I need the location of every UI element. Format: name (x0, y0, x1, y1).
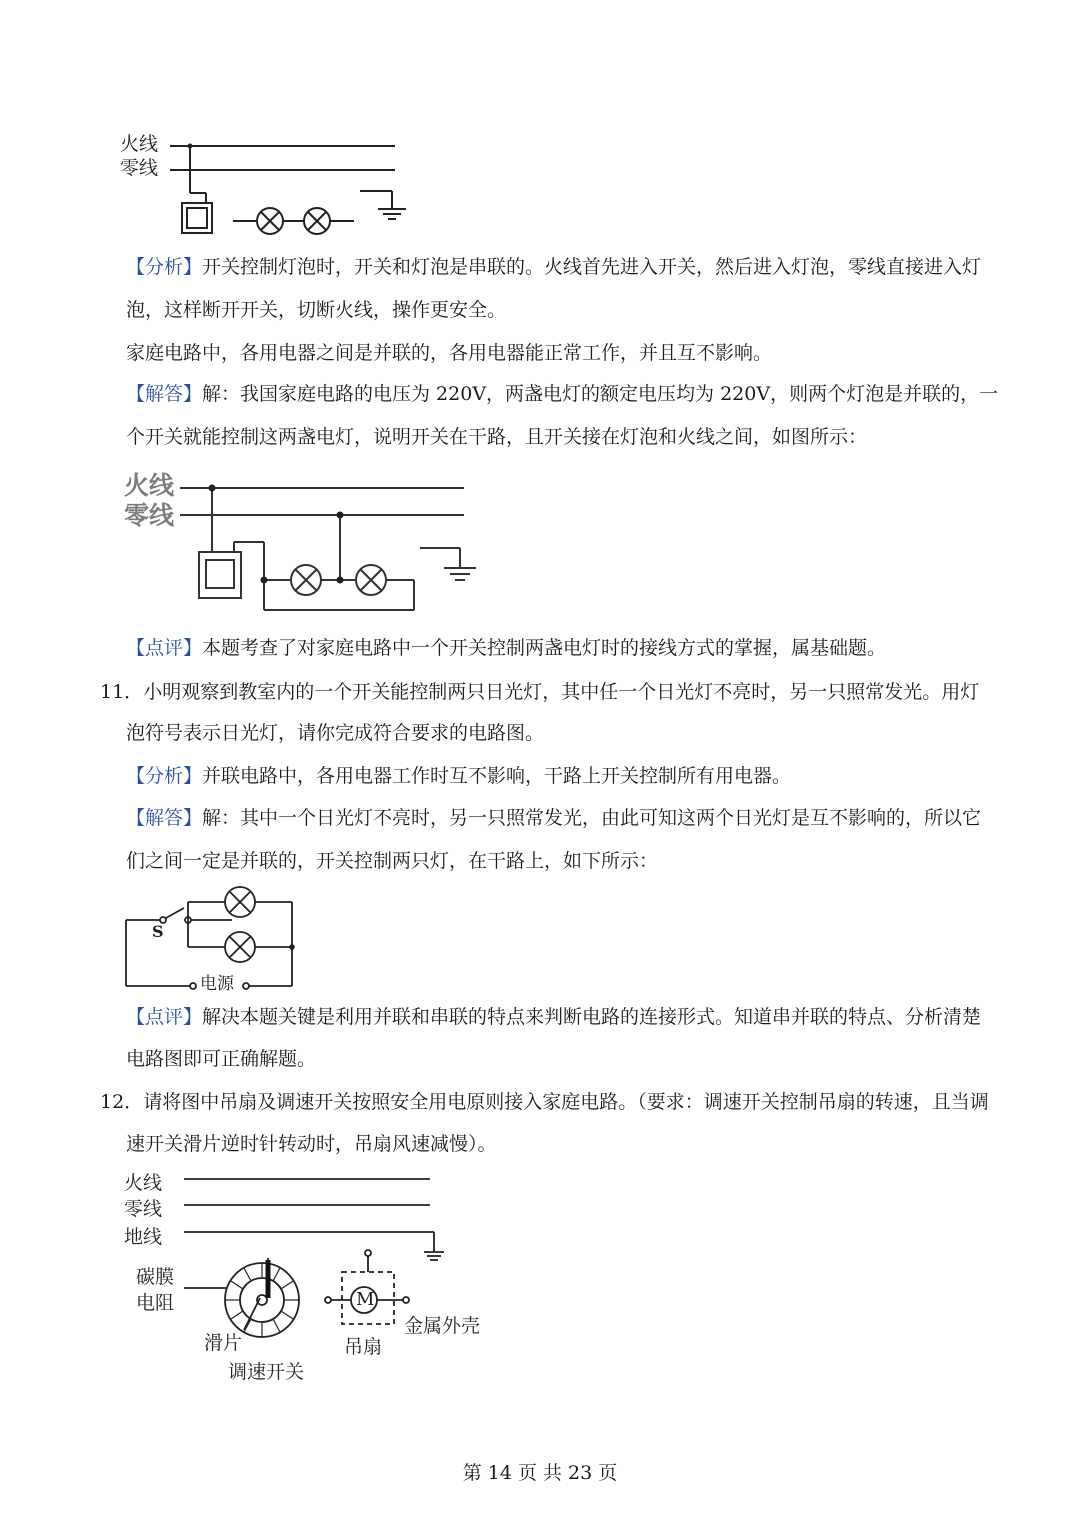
label-metal-shell: 金属外壳 (404, 1315, 481, 1337)
analysis-tag: 【分析】 (126, 765, 203, 787)
label-live-wire: 火线 (124, 1172, 163, 1194)
q10-comment-line1: 【点评】本题考查了对家庭电路中一个开关控制两盏电灯时的接线方式的掌握，属基础题。 (126, 637, 887, 659)
label-slider: 滑片 (204, 1332, 243, 1354)
diagram-circuit-2 (124, 472, 484, 612)
label-ground-wire: 地线 (124, 1226, 163, 1248)
question-number: 11． (100, 681, 144, 703)
switch-label: S (152, 922, 164, 941)
circuit-2-drawing (124, 472, 484, 612)
answer-tag: 【解答】 (126, 807, 203, 829)
label-neutral-wire: 零线 (124, 1198, 163, 1220)
q10-analysis-line2: 泡，这样断开开关，切断火线，操作更安全。 (126, 299, 507, 321)
fan-circuit-drawing (122, 1168, 492, 1388)
q12-question-line1: 12．请将图中吊扇及调速开关按照安全用电原则接入家庭电路。（要求：调速开关控制吊扇的转速，且当调 (100, 1091, 989, 1113)
q10-analysis-line3: 家庭电路中，各用电器之间是并联的，各用电器能正常工作，并且互不影响。 (126, 342, 773, 364)
label-live-wire: 火线 (124, 471, 175, 500)
label-ceiling-fan: 吊扇 (344, 1336, 383, 1358)
label-live-wire: 火线 (120, 133, 159, 155)
page-footer: 第 14 页 共 23 页 (462, 1462, 618, 1484)
q12-question-line2: 速开关滑片逆时针转动时，吊扇风速减慢）。 (126, 1133, 497, 1155)
q11-comment-line2: 电路图即可正确解题。 (126, 1048, 317, 1070)
comment-tag: 【点评】 (126, 1006, 203, 1028)
comment-tag: 【点评】 (126, 637, 203, 659)
label-resistor: 电阻 (136, 1292, 175, 1314)
q11-answer-line2: 们之间一定是并联的，开关控制两只灯，在干路上，如下所示： (126, 850, 659, 872)
label-speed-switch: 调速开关 (228, 1361, 305, 1383)
circuit-1-drawing (120, 133, 420, 243)
q10-answer-line2: 个开关就能控制这两盏电灯，说明开关在干路，且开关接在灯泡和火线之间，如图所示： (126, 426, 868, 448)
q11-question-line1: 11．小明观察到教室内的一个开关能控制两只日光灯，其中任一个日光灯不亮时，另一只照常发光。用灯 (100, 681, 980, 703)
q11-question-line2: 泡符号表示日光灯，请你完成符合要求的电路图。 (126, 722, 545, 744)
power-source-label: 电源 (200, 974, 234, 994)
q11-answer-line1: 【解答】解：其中一个日光灯不亮时，另一只照常发光，由此可知这两个日光灯是互不影响的，所以它 (126, 807, 982, 829)
label-carbon-film: 碳膜 (136, 1266, 175, 1288)
q10-analysis-line1: 【分析】开关控制灯泡时，开关和灯泡是串联的。火线首先进入开关，然后进入灯泡，零线直接进入灯 (126, 256, 982, 278)
q11-comment-line1: 【点评】解决本题关键是利用并联和串联的特点来判断电路的连接形式。知道串并联的特点、分析清楚 (126, 1006, 982, 1028)
question-number: 12． (100, 1091, 144, 1113)
diagram-ceiling-fan (122, 1168, 492, 1388)
q11-analysis-line1: 【分析】并联电路中，各用电器工作时互不影响，干路上开关控制所有用电器。 (126, 765, 792, 787)
answer-tag: 【解答】 (126, 383, 203, 405)
motor-symbol: M (356, 1289, 375, 1310)
diagram-circuit-1 (120, 133, 420, 243)
diagram-circuit-3 (122, 882, 312, 992)
label-neutral-wire: 零线 (120, 157, 159, 179)
q10-answer-line1: 【解答】解：我国家庭电路的电压为 220V，两盏电灯的额定电压均为 220V，则两个灯泡是并联的，一 (126, 383, 999, 405)
label-neutral-wire: 零线 (124, 501, 175, 530)
analysis-tag: 【分析】 (126, 256, 203, 278)
